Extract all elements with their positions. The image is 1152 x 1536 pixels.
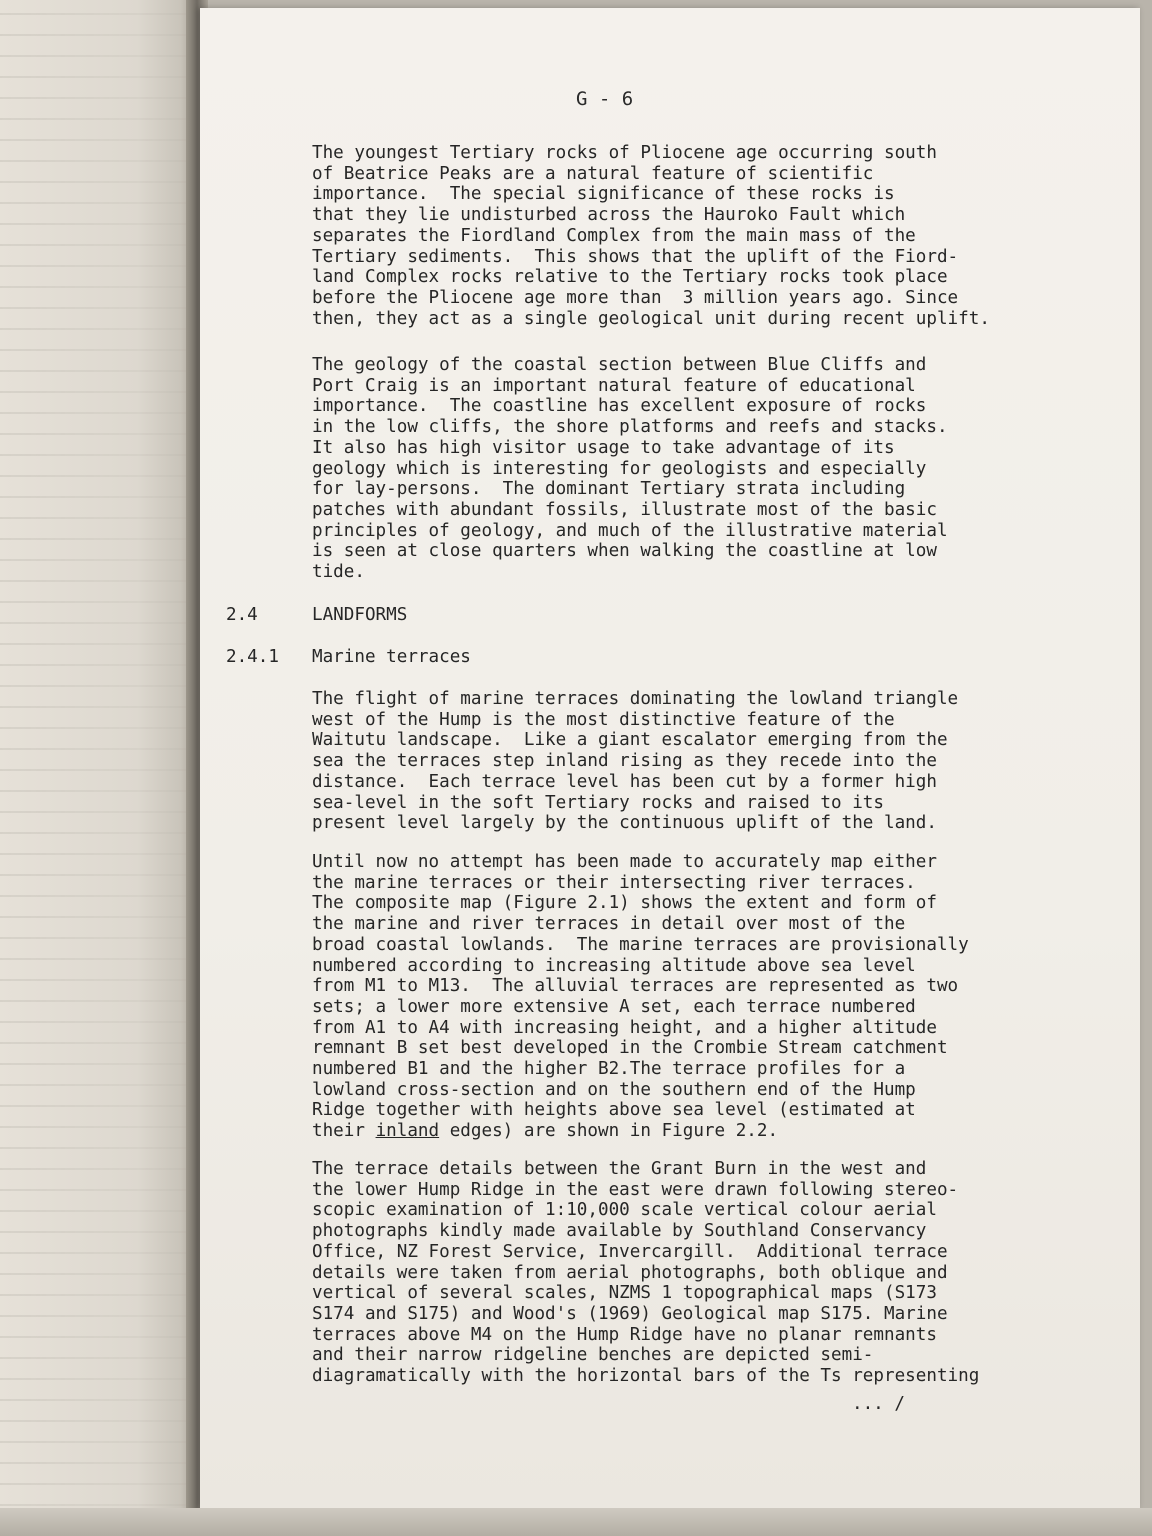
text-run: their: [312, 1121, 376, 1142]
text-line: lowland cross-section and on the southern end of the Hump: [312, 1079, 916, 1100]
text-line: numbered B1 and the higher B2.The terrace profiles for a: [312, 1059, 906, 1080]
text-line: scopic examination of 1:10,000 scale vertical colour aerial: [312, 1200, 937, 1221]
paragraph-coastal-geology: [312, 355, 948, 583]
text-line: It also has high visitor usage to take advantage of its: [312, 437, 895, 458]
table-surface: [0, 1508, 1152, 1536]
text-line: the marine terraces or their intersecting river terraces.: [312, 872, 916, 893]
text-line: diagramatically with the horizontal bars of the Ts representing: [312, 1366, 980, 1387]
text-line: terraces above M4 on the Hump Ridge have no planar remnants: [312, 1324, 937, 1345]
text-line: Waitutu landscape. Like a giant escalator emerging from the: [312, 730, 948, 751]
text-line: principles of geology, and much of the illustrative material: [312, 520, 948, 541]
underlined-word: inland: [375, 1121, 440, 1142]
text-line: in the low cliffs, the shore platforms and reefs and stacks.: [312, 417, 948, 438]
text-line: then, they act as a single geological unit during recent uplift.: [312, 308, 990, 329]
paragraph-mapping-terraces: [312, 852, 969, 1142]
text-line: Until now no attempt has been made to accurately map either: [312, 852, 937, 872]
text-line: sea-level in the soft Tertiary rocks and raised to its: [312, 792, 884, 813]
text-line: vertical of several scales, NZMS 1 topographical maps (S173: [312, 1283, 937, 1304]
continuation-mark: ... /: [852, 1394, 905, 1414]
text-line: sets; a lower more extensive A set, each terrace numbered: [312, 996, 916, 1017]
subsection-number: 2.4.1: [226, 647, 279, 667]
page-number: G - 6: [576, 88, 634, 110]
text-line: patches with abundant fossils, illustrate most of the basic: [312, 499, 937, 520]
text-line: photographs kindly made available by Southland Conservancy: [312, 1221, 927, 1242]
text-line: and their narrow ridgeline benches are depicted semi-: [312, 1345, 874, 1366]
text-line: The terrace details between the Grant Burn in the west and: [312, 1159, 927, 1179]
text-line: geology which is interesting for geologists and especially: [312, 458, 927, 479]
text-line: Ridge together with heights above sea level (estimated at: [312, 1100, 916, 1121]
text-line: of Beatrice Peaks are a natural feature of scientific: [312, 163, 874, 184]
text-line: [312, 1121, 969, 1142]
text-line: Tertiary sediments. This shows that the uplift of the Fiord-: [312, 246, 959, 267]
text-line: importance. The special significance of these rocks is: [312, 184, 895, 205]
text-line: from A1 to A4 with increasing height, and a higher altitude: [312, 1017, 937, 1038]
text-line: is seen at close quarters when walking the coastline at low: [312, 541, 937, 562]
text-line: numbered according to increasing altitude above sea level: [312, 955, 916, 976]
text-line: that they lie undisturbed across the Hauroko Fault which: [312, 205, 906, 226]
subsection-title: Marine terraces: [312, 647, 471, 667]
paragraph-terrace-details: [312, 1159, 979, 1387]
text-line: from M1 to M13. The alluvial terraces are represented as two: [312, 976, 959, 997]
text-line: remnant B set best developed in the Crombie Stream catchment: [312, 1038, 948, 1059]
text-line: separates the Fiordland Complex from the main mass of the: [312, 225, 916, 246]
show-through-text: [0, 0, 196, 1536]
text-line: tide.: [312, 562, 365, 583]
text-line: The youngest Tertiary rocks of Pliocene age occurring south: [312, 143, 937, 163]
text-line: The geology of the coastal section between Blue Cliffs and: [312, 355, 927, 375]
text-line: distance. Each terrace level has been cut by a former high: [312, 771, 937, 792]
paragraph-flight-of-terraces: [312, 689, 958, 834]
section-title: LANDFORMS: [312, 605, 408, 625]
text-line: the lower Hump Ridge in the east were drawn following stereo-: [312, 1179, 959, 1200]
text-line: for lay-persons. The dominant Tertiary strata including: [312, 479, 906, 500]
text-line: S174 and S175) and Wood's (1969) Geological map S175. Marine: [312, 1303, 948, 1324]
paragraph-pliocene-rocks: [312, 143, 990, 329]
text-line: land Complex rocks relative to the Tertiary rocks took place: [312, 267, 948, 288]
text-line: importance. The coastline has excellent exposure of rocks: [312, 396, 927, 417]
text-line: details were taken from aerial photographs, both oblique and: [312, 1262, 948, 1283]
section-number: 2.4: [226, 605, 258, 625]
text-line: Office, NZ Forest Service, Invercargill. Additional terrace: [312, 1241, 948, 1262]
previous-page-edge: [0, 0, 196, 1536]
text-line: The composite map (Figure 2.1) shows the extent and form of: [312, 893, 937, 914]
text-line: before the Pliocene age more than 3 million years ago. Since: [312, 287, 959, 308]
text-line: Port Craig is an important natural feature of educational: [312, 375, 916, 396]
text-line: present level largely by the continuous uplift of the land.: [312, 813, 937, 834]
text-run: edges) are shown in Figure 2.2.: [439, 1121, 779, 1142]
text-line: the marine and river terraces in detail over most of the: [312, 914, 906, 935]
text-line: west of the Hump is the most distinctive feature of the: [312, 709, 895, 730]
text-line: sea the terraces step inland rising as they recede into the: [312, 751, 937, 772]
text-line: broad coastal lowlands. The marine terraces are provisionally: [312, 934, 969, 955]
text-line: The flight of marine terraces dominating the lowland triangle: [312, 689, 959, 709]
